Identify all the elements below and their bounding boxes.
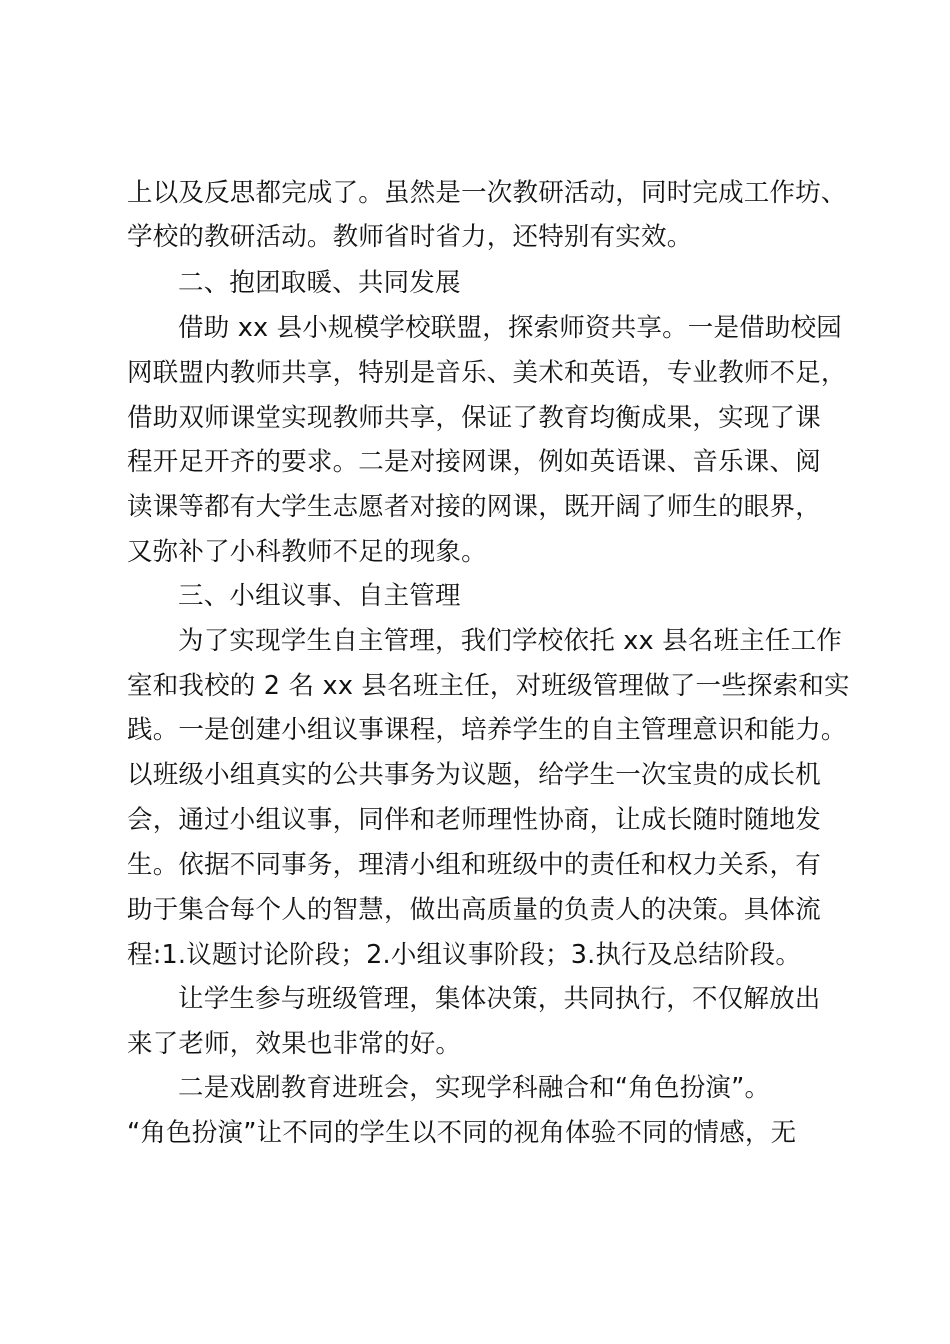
text-line: 程开足开齐的要求。二是对接网课，例如英语课、音乐课、阅 (127, 447, 821, 477)
text-line: 为了实现学生自主管理，我们学校依托 xx 县名班主任工作 (178, 626, 842, 656)
text-line: 室和我校的 2 名 xx 县名班主任，对班级管理做了一些探索和实 (127, 671, 850, 701)
text-line: 上以及反思都完成了。虽然是一次教研活动，同时完成工作坊、 (127, 178, 847, 208)
text-line: 又弥补了小科教师不足的现象。 (127, 537, 487, 567)
text-line: “角色扮演”让不同的学生以不同的视角体验不同的情感，无 (127, 1118, 797, 1148)
text-line: 助于集合每个人的智慧，做出高质量的负责人的决策。具体流 (127, 895, 821, 925)
text-line: 生。依据不同事务，理清小组和班级中的责任和权力关系，有 (127, 850, 821, 880)
text-line: 读课等都有大学生志愿者对接的网课，既开阔了师生的眼界， (127, 492, 821, 522)
text-line: 二是戏剧教育进班会，实现学科融合和“角色扮演”。 (178, 1073, 771, 1103)
text-line: 让学生参与班级管理，集体决策，共同执行，不仅解放出 (178, 984, 821, 1014)
text-line: 会，通过小组议事，同伴和老师理性协商，让成长随时随地发 (127, 805, 821, 835)
section-heading: 二、抱团取暖、共同发展 (178, 268, 461, 298)
text-line: 网联盟内教师共享，特别是音乐、美术和英语，专业教师不足， (127, 358, 847, 388)
text-line: 学校的教研活动。教师省时省力，还特别有实效。 (127, 222, 693, 252)
text-line: 借助 xx 县小规模学校联盟，探索师资共享。一是借助校园 (178, 313, 842, 343)
text-line: 借助双师课堂实现教师共享，保证了教育均衡成果，实现了课 (127, 403, 821, 433)
text-line: 以班级小组真实的公共事务为议题，给学生一次宝贵的成长机 (127, 760, 821, 790)
text-line: 程:1.议题讨论阶段；2.小组议事阶段；3.执行及总结阶段。 (127, 940, 802, 970)
text-line: 践。一是创建小组议事课程，培养学生的自主管理意识和能力。 (127, 715, 847, 745)
text-line: 来了老师，效果也非常的好。 (127, 1029, 462, 1059)
section-heading: 三、小组议事、自主管理 (178, 581, 461, 611)
